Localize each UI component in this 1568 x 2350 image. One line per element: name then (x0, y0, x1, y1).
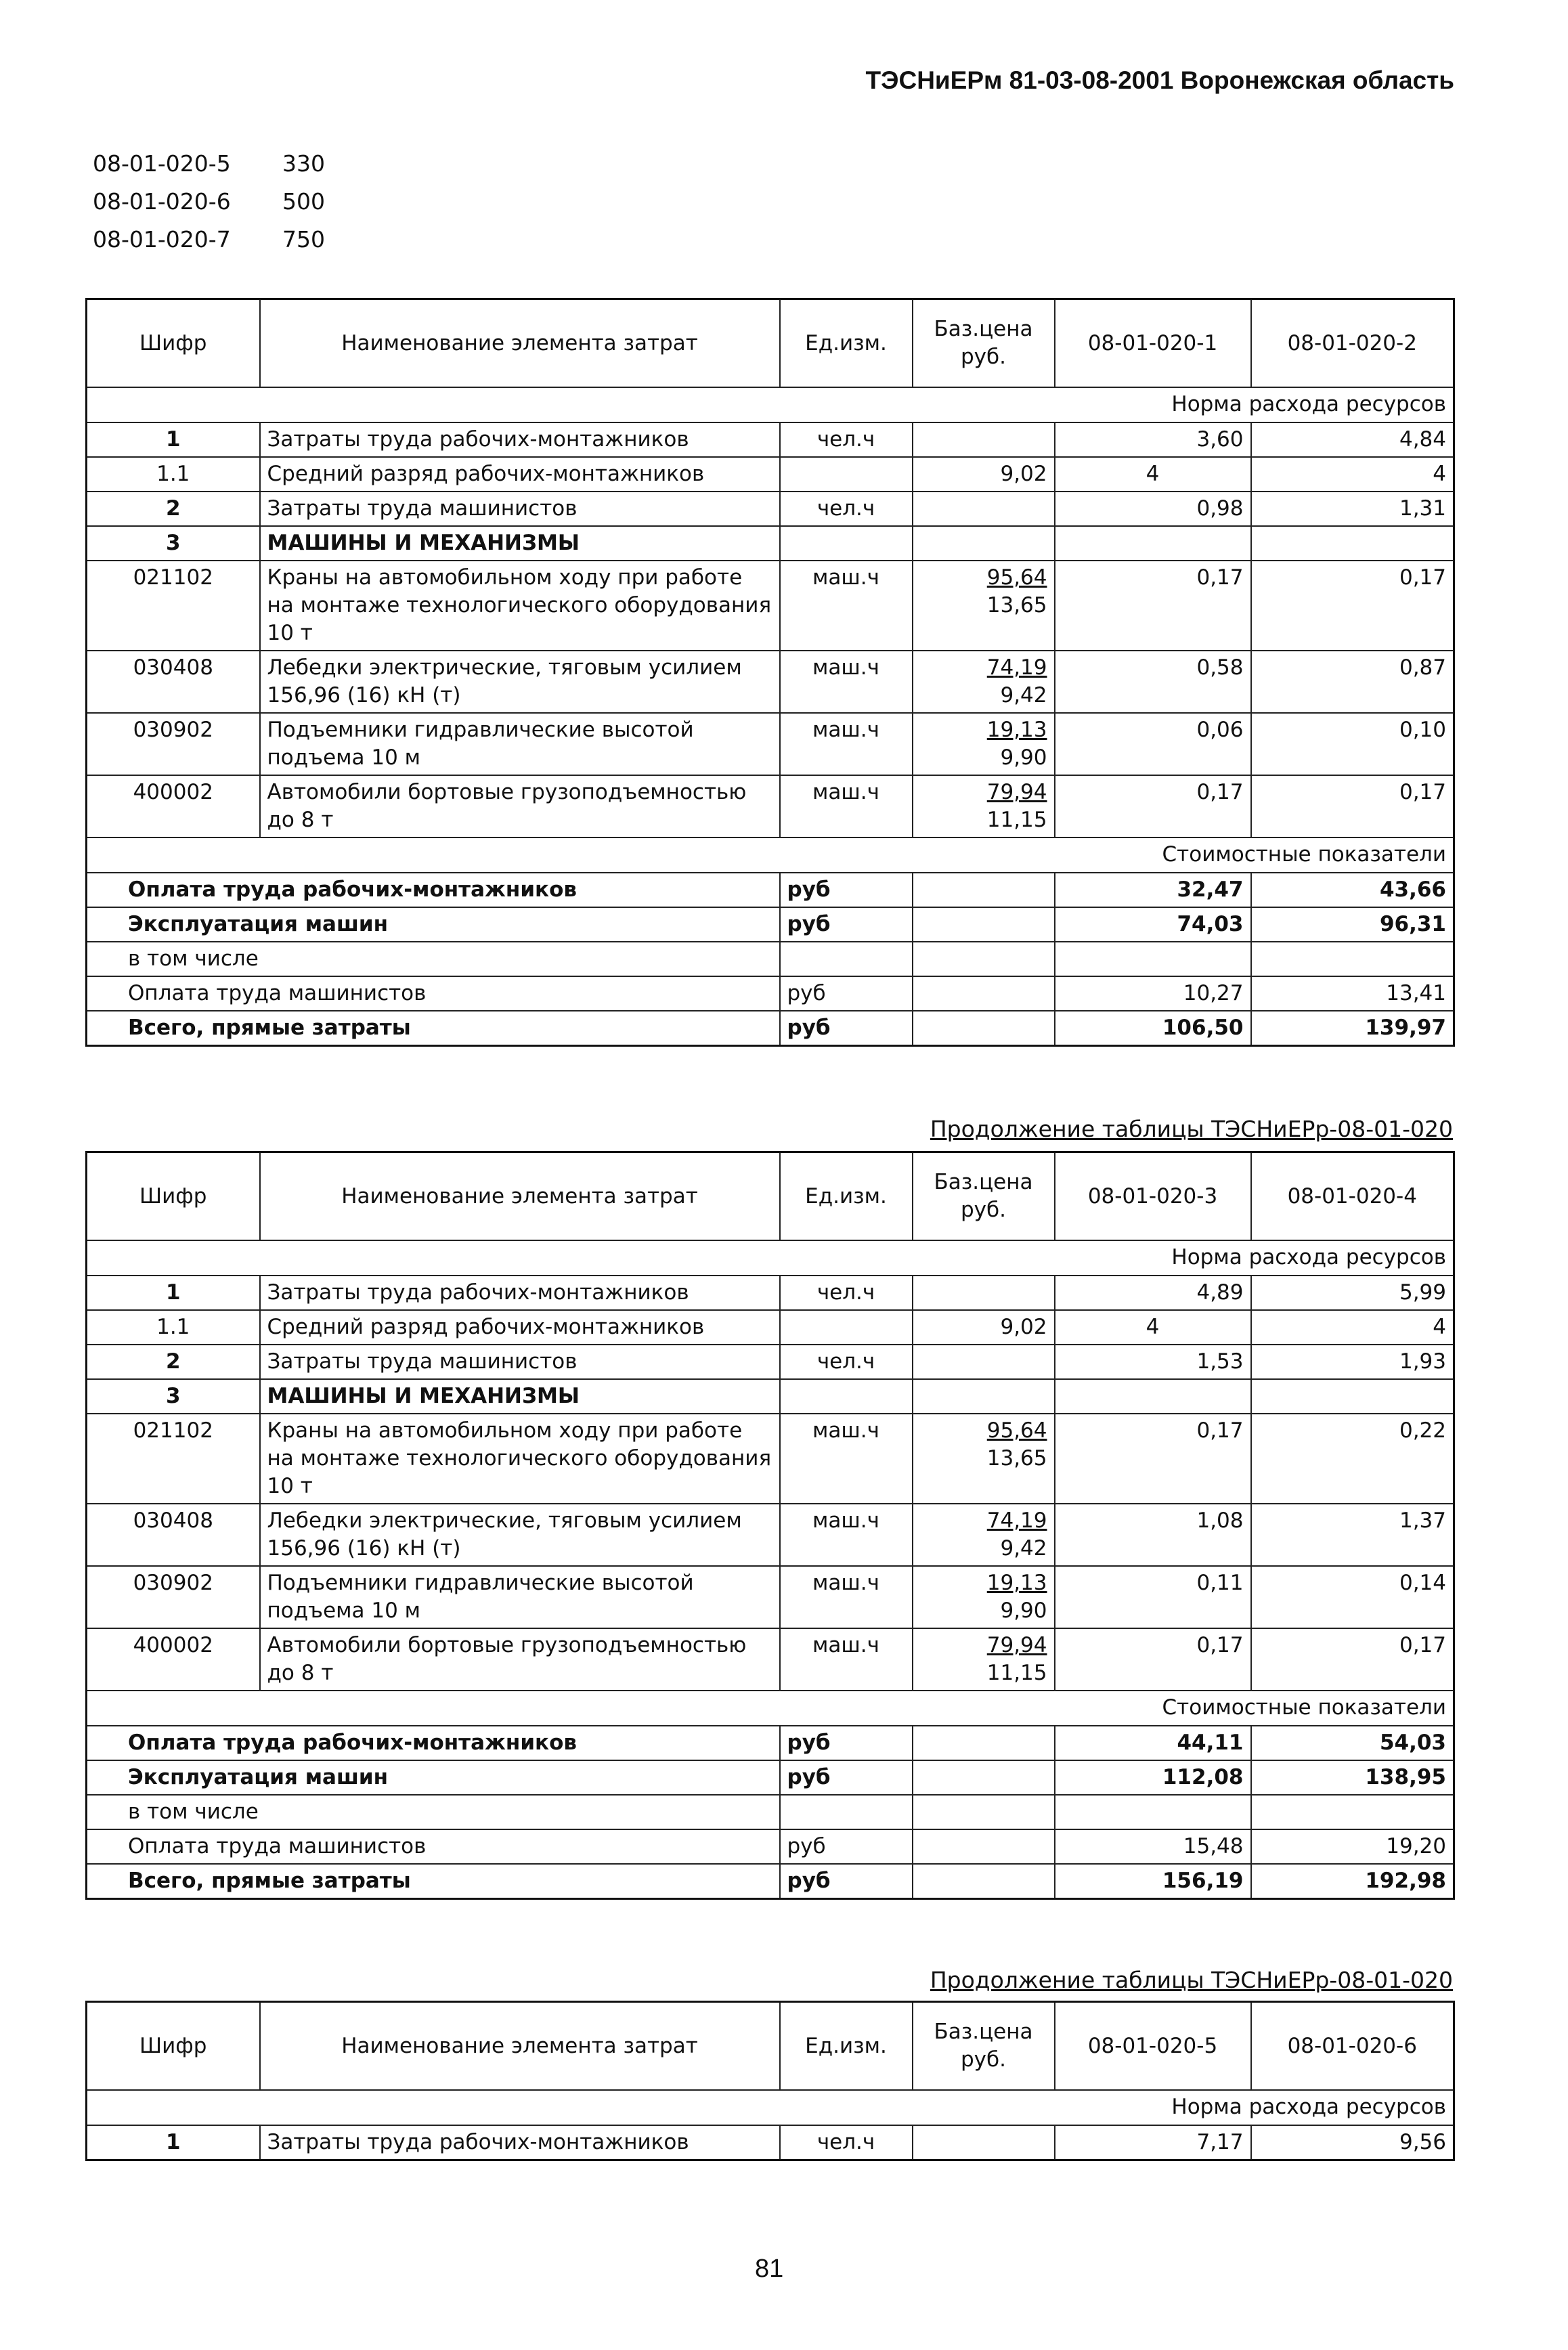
col-header-a: 08-01-020-3 (1055, 1152, 1251, 1241)
cost-name: Оплата труда рабочих-монтажников (87, 1726, 780, 1760)
col-header-name: Наименование элемента затрат (260, 2002, 780, 2091)
cost-value-b: 54,03 (1251, 1726, 1454, 1760)
cost-unit: руб (780, 1864, 913, 1899)
table-header-row (87, 299, 1454, 388)
row-price (913, 1345, 1055, 1379)
price-bottom: 9,42 (1000, 1536, 1047, 1561)
col-header-a: 08-01-020-5 (1055, 2002, 1251, 2091)
table-row (87, 1504, 1454, 1566)
row-value-b: 0,22 (1251, 1414, 1454, 1504)
row-unit: маш.ч (780, 1414, 913, 1504)
row-value-a: 1,08 (1055, 1504, 1251, 1566)
cost-value-a: 44,11 (1055, 1726, 1251, 1760)
row-price (913, 422, 1055, 457)
cost-row (87, 1864, 1454, 1899)
row-code: 2 (87, 492, 260, 526)
list-item (93, 188, 325, 226)
cost-row (87, 976, 1454, 1011)
row-code: 030408 (87, 651, 260, 713)
row-value-a: 4 (1055, 1310, 1251, 1345)
row-value-a: 3,60 (1055, 422, 1251, 457)
col-header-code: Шифр (87, 1152, 260, 1241)
price-top: 95,64 (986, 565, 1047, 590)
row-price (913, 2125, 1055, 2160)
row-price (913, 561, 1055, 651)
row-value-b: 9,56 (1251, 2125, 1454, 2160)
row-value-a: 0,17 (1055, 775, 1251, 837)
price-top: 79,94 (986, 780, 1047, 804)
col-header-a: 08-01-020-1 (1055, 299, 1251, 388)
row-unit: маш.ч (780, 1504, 913, 1566)
row-price: 9,02 (913, 1310, 1055, 1345)
row-name: Краны на автомобильном ходу при работе на монтаже технологического оборудования 10 т (260, 1414, 780, 1504)
row-value-a: 0,98 (1055, 492, 1251, 526)
cost-value-b: 138,95 (1251, 1760, 1454, 1795)
row-name: Затраты труда рабочих-монтажников (260, 422, 780, 457)
row-name: Затраты труда машинистов (260, 492, 780, 526)
cost-value-b: 192,98 (1251, 1864, 1454, 1899)
price-top: 79,94 (986, 1633, 1047, 1657)
cost-unit: руб (780, 873, 913, 907)
row-value-a: 0,17 (1055, 561, 1251, 651)
cost-unit: руб (780, 1760, 913, 1795)
row-value-a: 1,53 (1055, 1345, 1251, 1379)
row-value-b: 0,17 (1251, 775, 1454, 837)
row-code: 021102 (87, 561, 260, 651)
section-norm-label: Норма расхода ресурсов (87, 1240, 1454, 1276)
row-name: Средний разряд рабочих-монтажников (260, 1310, 780, 1345)
price-top: 19,13 (986, 1571, 1047, 1595)
col-header-unit: Ед.изм. (780, 299, 913, 388)
row-price (913, 775, 1055, 837)
row-name: Автомобили бортовые грузоподъемностью до 8 т (260, 1628, 780, 1691)
row-value-b: 0,10 (1251, 713, 1454, 775)
row-name: Подъемники гидравлические высотой подъема 10 м (260, 713, 780, 775)
row-value-a: 0,17 (1055, 1628, 1251, 1691)
row-value-a: 7,17 (1055, 2125, 1251, 2160)
row-price (913, 713, 1055, 775)
table-row (87, 492, 1454, 526)
table-header-row (87, 1152, 1454, 1241)
row-code: 3 (87, 526, 260, 561)
row-value-b: 0,87 (1251, 651, 1454, 713)
table-row (87, 457, 1454, 492)
row-code: 3 (87, 1379, 260, 1414)
col-header-name: Наименование элемента затрат (260, 299, 780, 388)
cost-unit: руб (780, 1726, 913, 1760)
cost-row (87, 942, 1454, 976)
row-price (913, 1504, 1055, 1566)
row-price (913, 651, 1055, 713)
row-name: Средний разряд рабочих-монтажников (260, 457, 780, 492)
row-unit: чел.ч (780, 2125, 913, 2160)
cost-value-a: 156,19 (1055, 1864, 1251, 1899)
cost-value-b: 43,66 (1251, 873, 1454, 907)
col-header-price: Баз.цена руб. (913, 299, 1055, 388)
row-value-b: 0,17 (1251, 1628, 1454, 1691)
cost-name: Эксплуатация машин (87, 907, 780, 942)
cost-unit: руб (780, 1829, 913, 1864)
row-unit: маш.ч (780, 651, 913, 713)
section-norm-label: Норма расхода ресурсов (87, 387, 1454, 422)
row-name: Краны на автомобильном ходу при работе на монтаже технологического оборудования 10 т (260, 561, 780, 651)
row-unit: чел.ч (780, 1345, 913, 1379)
table-row (87, 1628, 1454, 1691)
row-price: 9,02 (913, 457, 1055, 492)
cost-name: Оплата труда машинистов (87, 976, 780, 1011)
row-name: Лебедки электрические, тяговым усилием 156,96 (16) кН (т) (260, 1504, 780, 1566)
cost-value-a: 74,03 (1055, 907, 1251, 942)
list-item-value: 500 (282, 188, 325, 215)
row-name: Затраты труда рабочих-монтажников (260, 1276, 780, 1310)
row-code: 021102 (87, 1414, 260, 1504)
row-code: 2 (87, 1345, 260, 1379)
cost-row (87, 1011, 1454, 1046)
section-cost-label: Стоимостные показатели (87, 837, 1454, 873)
row-price (913, 1628, 1055, 1691)
cost-value-b: 19,20 (1251, 1829, 1454, 1864)
row-name: МАШИНЫ И МЕХАНИЗМЫ (260, 526, 780, 561)
table-row (87, 1310, 1454, 1345)
row-value-b: 5,99 (1251, 1276, 1454, 1310)
cost-unit: руб (780, 907, 913, 942)
list-item-value: 330 (282, 150, 325, 177)
cost-value-a: 32,47 (1055, 873, 1251, 907)
list-item (93, 150, 325, 188)
row-unit: чел.ч (780, 492, 913, 526)
document-header: ТЭСНиЕРм 81-03-08-2001 Воронежская область (865, 66, 1454, 94)
row-code: 1.1 (87, 457, 260, 492)
row-unit (780, 1310, 913, 1345)
table-row (87, 1276, 1454, 1310)
row-value-a: 0,06 (1055, 713, 1251, 775)
row-value-b: 4 (1251, 457, 1454, 492)
row-value-a: 0,17 (1055, 1414, 1251, 1504)
cost-value-b: 96,31 (1251, 907, 1454, 942)
row-value-a: 0,11 (1055, 1566, 1251, 1628)
row-price (913, 492, 1055, 526)
col-header-code: Шифр (87, 2002, 260, 2091)
table-row (87, 651, 1454, 713)
page-number: 81 (755, 2255, 784, 2283)
col-header-unit: Ед.изм. (780, 1152, 913, 1241)
row-value-a: 0,58 (1055, 651, 1251, 713)
cost-row (87, 873, 1454, 907)
col-header-price: Баз.цена руб. (913, 1152, 1055, 1241)
price-bottom: 11,15 (986, 1661, 1047, 1685)
table-row (87, 1345, 1454, 1379)
table-row (87, 713, 1454, 775)
cost-value-a: 10,27 (1055, 976, 1251, 1011)
row-name: Затраты труда машинистов (260, 1345, 780, 1379)
continuation-label: Продолжение таблицы ТЭСНиЕРр-08-01-020 (930, 1116, 1453, 1142)
row-value-b: 0,14 (1251, 1566, 1454, 1628)
row-value-b: 1,37 (1251, 1504, 1454, 1566)
row-unit: маш.ч (780, 775, 913, 837)
row-name: Автомобили бортовые грузоподъемностью до 8 т (260, 775, 780, 837)
col-header-b: 08-01-020-2 (1251, 299, 1454, 388)
price-bottom: 13,65 (986, 593, 1047, 617)
row-value-b: 1,31 (1251, 492, 1454, 526)
row-unit: маш.ч (780, 561, 913, 651)
continuation-label: Продолжение таблицы ТЭСНиЕРр-08-01-020 (930, 1967, 1453, 1993)
row-value-b: 4,84 (1251, 422, 1454, 457)
cost-value-a: 15,48 (1055, 1829, 1251, 1864)
col-header-unit: Ед.изм. (780, 2002, 913, 2091)
cost-row (87, 907, 1454, 942)
cost-row (87, 1760, 1454, 1795)
cost-unit: руб (780, 1011, 913, 1046)
price-top: 95,64 (986, 1418, 1047, 1443)
row-code: 1.1 (87, 1310, 260, 1345)
row-code: 030902 (87, 1566, 260, 1628)
row-value-b: 0,17 (1251, 561, 1454, 651)
col-header-name: Наименование элемента затрат (260, 1152, 780, 1241)
table-row (87, 422, 1454, 457)
table-row (87, 526, 1454, 561)
row-code: 030902 (87, 713, 260, 775)
table-header-row (87, 2002, 1454, 2091)
row-unit: чел.ч (780, 422, 913, 457)
price-bottom: 9,42 (1000, 683, 1047, 708)
col-header-b: 08-01-020-4 (1251, 1152, 1454, 1241)
row-value-b: 4 (1251, 1310, 1454, 1345)
row-name: Лебедки электрические, тяговым усилием 156,96 (16) кН (т) (260, 651, 780, 713)
cost-name: Всего, прямые затраты (87, 1864, 780, 1899)
cost-name: в том числе (87, 942, 780, 976)
row-unit: маш.ч (780, 713, 913, 775)
col-header-code: Шифр (87, 299, 260, 388)
cost-name: в том числе (87, 1795, 780, 1829)
row-code: 1 (87, 1276, 260, 1310)
row-unit (780, 457, 913, 492)
list-item-code: 08-01-020-7 (93, 226, 231, 253)
price-bottom: 13,65 (986, 1446, 1047, 1471)
code-value-list (93, 150, 325, 264)
cost-row (87, 1829, 1454, 1864)
price-bottom: 9,90 (1000, 745, 1047, 770)
col-header-price: Баз.цена руб. (913, 2002, 1055, 2091)
list-item (93, 226, 325, 264)
resource-table-1 (85, 298, 1455, 1047)
cost-name: Эксплуатация машин (87, 1760, 780, 1795)
col-header-b: 08-01-020-6 (1251, 2002, 1454, 2091)
row-name: Подъемники гидравлические высотой подъема 10 м (260, 1566, 780, 1628)
row-code: 400002 (87, 1628, 260, 1691)
list-item-code: 08-01-020-6 (93, 188, 231, 215)
cost-name: Оплата труда машинистов (87, 1829, 780, 1864)
list-item-code: 08-01-020-5 (93, 150, 231, 177)
row-unit: чел.ч (780, 1276, 913, 1310)
table-row (87, 1566, 1454, 1628)
section-cost-label: Стоимостные показатели (87, 1691, 1454, 1726)
list-item-value: 750 (282, 226, 325, 253)
cost-value-b: 139,97 (1251, 1011, 1454, 1046)
row-unit: маш.ч (780, 1566, 913, 1628)
row-value-a: 4 (1055, 457, 1251, 492)
row-name: МАШИНЫ И МЕХАНИЗМЫ (260, 1379, 780, 1414)
cost-name: Всего, прямые затраты (87, 1011, 780, 1046)
row-code: 1 (87, 422, 260, 457)
row-code: 030408 (87, 1504, 260, 1566)
row-value-a: 4,89 (1055, 1276, 1251, 1310)
section-norm-label: Норма расхода ресурсов (87, 2090, 1454, 2125)
price-top: 19,13 (986, 718, 1047, 742)
row-name: Затраты труда рабочих-монтажников (260, 2125, 780, 2160)
cost-row (87, 1795, 1454, 1829)
row-price (913, 1414, 1055, 1504)
row-price (913, 1566, 1055, 1628)
resource-table-2 (85, 1151, 1455, 1900)
row-price (913, 1276, 1055, 1310)
table-row (87, 775, 1454, 837)
row-unit: маш.ч (780, 1628, 913, 1691)
table-row (87, 1379, 1454, 1414)
row-code: 1 (87, 2125, 260, 2160)
price-top: 74,19 (986, 1508, 1047, 1533)
price-bottom: 9,90 (1000, 1598, 1047, 1623)
price-top: 74,19 (986, 655, 1047, 680)
cost-value-a: 106,50 (1055, 1011, 1251, 1046)
price-bottom: 11,15 (986, 808, 1047, 832)
row-value-b: 1,93 (1251, 1345, 1454, 1379)
table-row (87, 1414, 1454, 1504)
cost-row (87, 1726, 1454, 1760)
cost-value-b: 13,41 (1251, 976, 1454, 1011)
cost-value-a: 112,08 (1055, 1760, 1251, 1795)
table-row (87, 561, 1454, 651)
row-code: 400002 (87, 775, 260, 837)
table-row (87, 2125, 1454, 2160)
resource-table-3 (85, 2001, 1455, 2161)
cost-name: Оплата труда рабочих-монтажников (87, 873, 780, 907)
cost-unit: руб (780, 976, 913, 1011)
